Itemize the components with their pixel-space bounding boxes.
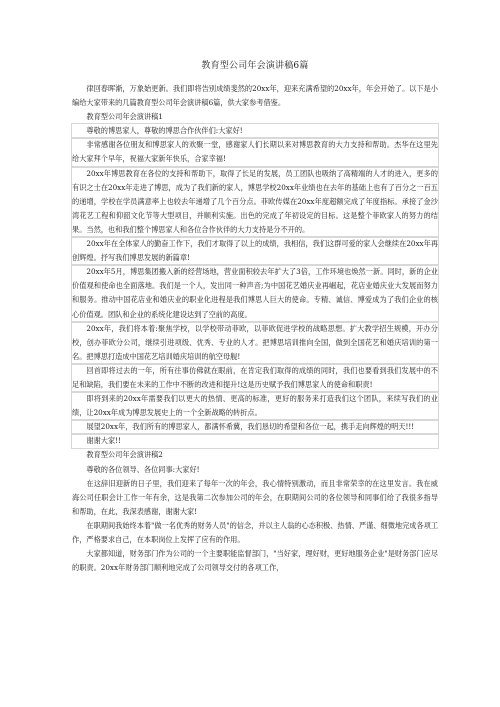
paragraph: 尊敬的博思家人，尊敬的博思合作伙伴们:大家好!: [72, 124, 438, 138]
paragraph: 律回春晖渐，万象始更新。我们即将告别成绩斐然的20xx年，迎来充满希望的20xx年，年会开始了。以下是小编给大家带来的几篇教育型公司年会演讲稿6篇，供大家参考借鉴。: [72, 84, 438, 108]
paragraph: 谢谢大家!!: [72, 434, 438, 448]
paragraph: 在职期间我始终本着"做一名优秀的财务人员"的信念，并以主人翁的心态积极、热情、严谨、细微地完成各项工作，严格要求自己，在本职岗位上发挥了应有的作用。: [72, 520, 439, 544]
paragraph: 尊敬的各位领导、各位同事:大家好!: [86, 464, 200, 474]
paragraph: 即将到来的20xx年需要我们以更大的热情、更高的标准，更好的服务来打造我们这个团队，来续写我们的业绩，让20xx年成为博思发展史上的一个全新战略的转折点。: [72, 392, 438, 420]
paragraph: 展望20xx年，我们所有的博思家人，都满怀希冀，我们恳切的希望和各位一起，携手走向辉煌的明天!!!: [72, 420, 438, 434]
paragraph: 20xx年5月，博思集团搬入新的经营场地，营业面积较去年扩大了3倍，工作环境也焕然一新。同时，新的企业价值观和使命也全面落地。我们是一个人，发出同一种声音;为中国花艺婚庆业再崛起，花店业婚庆业大发展而努力和服务。推动中国花店业和婚庆业的职业化进程是我们博思人巨大的使命。专精、诚信、博爱成为了我们企业的核心价值观。团队和企业的系统化建设达到了空前的高度。: [72, 265, 438, 321]
paragraph: 20xx年在全体家人的勤奋工作下，我们才取得了以上的成绩，我相信，我们这群可爱的家人会继续在20xx年再创辉煌。抒写我们博思发展的新篇章!: [72, 237, 438, 265]
section-heading: 教育型公司年会演讲稿2: [86, 450, 163, 460]
paragraph: 大家都知道，财务部门作为公司的一个主要职能监督部门，"当好家，理好财，更好地服务企业"是财务部门应尽的职责。20xx年财务部门顺利地完成了公司领导交付的各项工作，: [72, 549, 439, 573]
paragraph: 在这辞旧迎新的日子里，我们迎来了每年一次的年会，我心情特别激动，而且非常荣幸的在这里发言。我在威海公司任职会计工作一年有余，这是我第二次参加公司的年会，在职期间公司的各位领导和同事们给了我很多指导和帮助，在此，我深表感谢，谢谢大家!: [72, 478, 438, 516]
paragraph: 非常感谢各位朋友和博思家人的欢聚一堂，感谢家人们长期以来对博思教育的大力支持和帮助。杰华在这里先给大家拜个早年，祝福大家新年快乐，合家幸福!: [72, 138, 438, 166]
section-heading: 教育型公司年会演讲稿1: [86, 112, 163, 122]
document-body: [72, 82, 438, 575]
paragraph: 回首即将过去的一年，所有往事仿佛就在眼前，在肯定我们取得的成绩的同时，我们也要看到我们发展中的不足和缺陷，我们要在未来的工作中不断的改进和提升!这是历史赋予我们博思家人的使命和职责!: [72, 364, 438, 392]
document-title: 教育型公司年会演讲稿6篇: [201, 61, 309, 71]
paragraph: 20xx年博思教育在各位的支持和帮助下，取得了长足的发展，员工团队也吸纳了高精端的人才的进入，更多的有识之士在20xx年走进了博思，成为了我们新的家人，博思学校20xx年业绩也在去年的基础上也有了百分之一百五的递增，学校在学员满意率上也较去年递增了几个百分点。菲欧传媒在20xx年度超额完成了年度指标。承接了金沙湾花艺工程和仰韶文化节等大型项目，并顺利实施。出色的完成了年初设定的目标。这是整个菲欧家人的努力的结果。当然，也和我们整个博思家人和各位合作伙伴的大力支持是分不开的。: [72, 167, 438, 237]
paragraph: 20xx年，我们将本着:聚焦学校，以学校带动菲欧，以菲欧促进学校的战略思想。扩大教学招生规模，开办分校，创办菲欧分公司，继续引进项级、优秀、专业的人才。把博思培训推向全国，做到全国花艺和婚庆培训的第一名。把博思打造成中国花艺培训婚庆培训的航空母舰!: [72, 322, 438, 364]
